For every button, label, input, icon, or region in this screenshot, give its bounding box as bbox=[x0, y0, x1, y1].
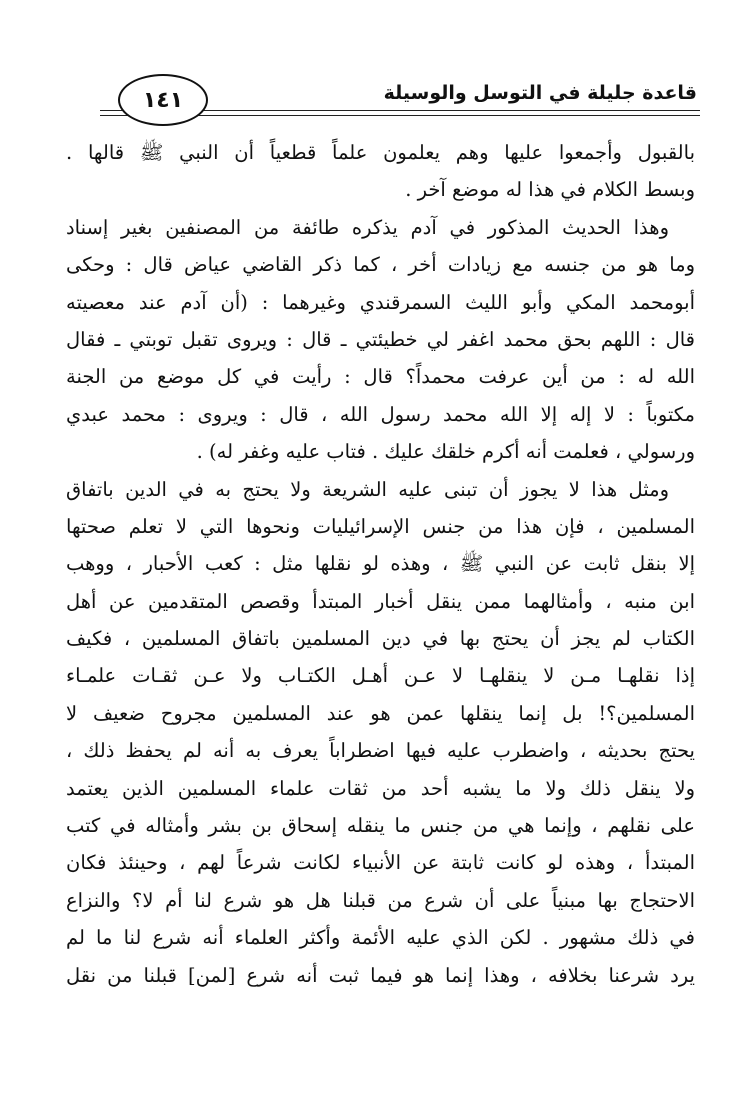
text-line: أبومحمد المكي وأبو الليث السمرقندي وغيرهما : (أن آدم عند معصيته bbox=[66, 290, 695, 314]
text-line: يرد شرعنا بخلافه ، وهذا إنما هو فيما ثبت أنه شرع [لمن] قبلنا من نقل bbox=[66, 963, 695, 987]
text-line: المسلمين؟! بل إنما ينقلها عمن هو عند المسلمين مجروح ضعيف لا bbox=[66, 701, 695, 725]
text-line: على نقلهم ، وإنما هي من جنس ما ينقله إسحاق بن بشر وأمثاله في كتب bbox=[66, 814, 695, 838]
body-text bbox=[66, 134, 695, 994]
text-line: الله له : من أين عرفت محمداً؟ قال : رأيت في كل موضع من الجنة bbox=[66, 365, 695, 389]
text-line: قال : اللهم بحق محمد اغفر لي خطيئتي ـ قال : ويروى تقبل توبتي ـ فقال bbox=[66, 327, 695, 351]
text-line: وما هو من جنسه مع زيادات أخر ، كما ذكر القاضي عياض قال : وحكى bbox=[66, 253, 695, 277]
text-line: الاحتجاج بها مبنياً على أن شرع من قبلنا هل هو شرع لنا أم لا؟ والنزاع bbox=[66, 888, 695, 912]
text-line: الكتاب لم يجز أن يحتج بها في دين المسلمين باتفاق المسلمين ، فكيف bbox=[66, 627, 695, 651]
text-line: وهذا الحديث المذكور في آدم يذكره طائفة من المصنفين بغير إسناد bbox=[66, 215, 669, 239]
text-line: مكتوباً : لا إله إلا الله محمد رسول الله ، قال : ويروى : محمد عبدي bbox=[66, 402, 695, 426]
text-line: يحتج بحديثه ، واضطرب عليه فيها اضطراباً يعرف به أنه لم يحفظ ذلك ، bbox=[66, 739, 695, 763]
text-line: وبسط الكلام في هذا له موضع آخر . bbox=[405, 178, 695, 202]
text-line: المبتدأ ، وهذه لو كانت ثابتة عن الأنبياء لكانت شرعاً لهم ، وحينئذ فكان bbox=[66, 851, 695, 875]
page-number: ١٤١ bbox=[142, 87, 184, 113]
text-line: المسلمين ، فإن هذا من جنس الإسرائيليات ونحوها التي لا تعلم صحتها bbox=[66, 514, 695, 538]
text-line: ابن منبه ، وأمثالهما ممن ينقل أخبار المبتدأ وقصص المتقدمين عن أهل bbox=[66, 589, 695, 613]
text-line: في ذلك مشهور . لكن الذي عليه الأئمة وأكثر العلماء أنه شرع لنا ما لم bbox=[66, 926, 695, 950]
page-number-badge bbox=[118, 74, 208, 126]
text-line: ومثل هذا لا يجوز أن تبنى عليه الشريعة ولا يحتج به في الدين باتفاق bbox=[66, 477, 669, 501]
text-line: إذا نقلهـا مـن لا ينقلهـا لا عـن أهـل الكتـاب ولا عـن ثقـات علمـاء bbox=[66, 664, 695, 688]
text-line: إلا بنقل ثابت عن النبي ﷺ ، وهذه لو نقلها مثل : كعب الأحبار ، ووهب bbox=[66, 552, 695, 576]
text-line: ورسولي ، فعلمت أنه أكرم خلقك عليك . فتاب عليه وغفر له) . bbox=[196, 440, 695, 464]
text-line: ولا ينقل ذلك ولا ما يشبه أحد من ثقات علماء المسلمين الذين يعتمد bbox=[66, 776, 695, 800]
page-header bbox=[0, 0, 755, 130]
running-title: قاعدة جليلة في التوسل والوسيلة bbox=[383, 82, 697, 104]
text-line: بالقبول وأجمعوا عليها وهم يعلمون علماً قطعياً أن النبي ﷺ قالها . bbox=[66, 141, 695, 164]
